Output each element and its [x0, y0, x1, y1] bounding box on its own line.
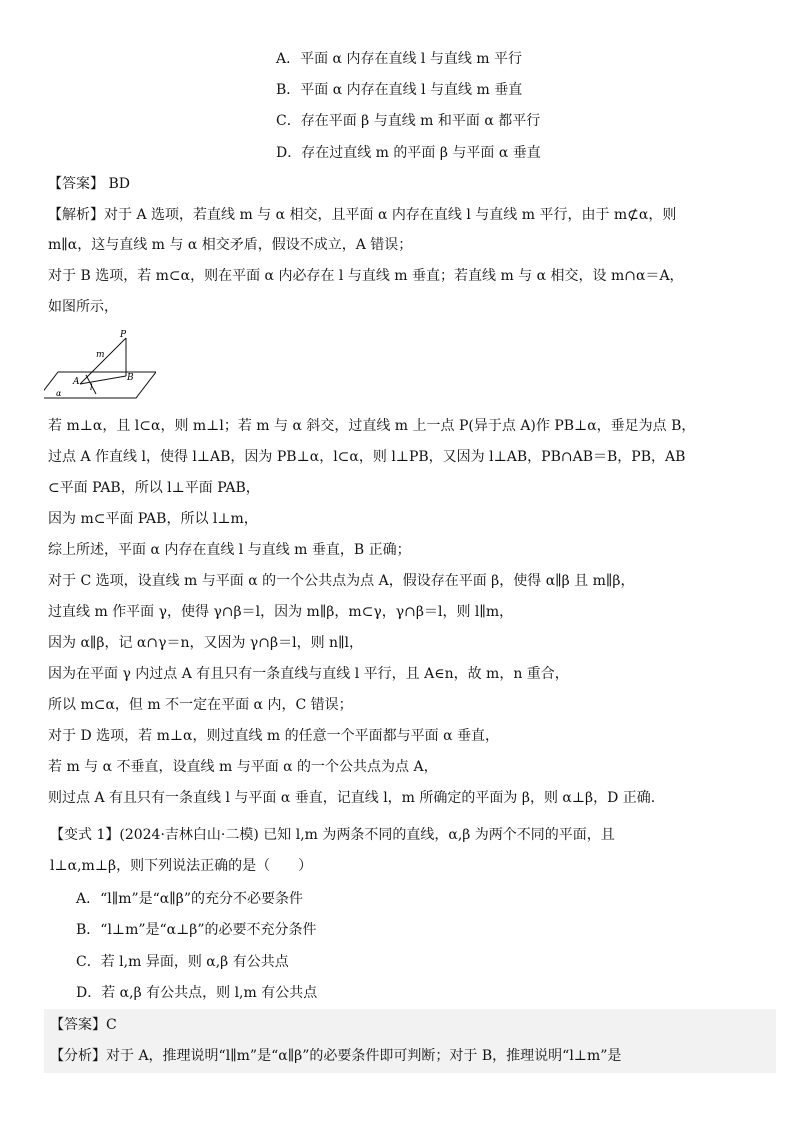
solution-line: 如图所示， [48, 299, 118, 315]
solution-line: ⊂平面 PAB，所以 l⊥平面 PAB， [48, 480, 260, 496]
label-alpha: α [56, 389, 62, 398]
option-c: C．存在平面 β 与直线 m 和平面 α 都平行 [276, 113, 541, 129]
answer-label: 【答案】C [50, 1017, 117, 1033]
label-l: l [90, 383, 93, 392]
label-m: m [96, 350, 105, 360]
solution-line: 对于 D 选项，若 m⊥α，则过直线 m 的任意一个平面都与平面 α 垂直， [48, 728, 499, 744]
solution-line: 对于 B 选项，若 m⊂α，则在平面 α 内必存在 l 与直线 m 垂直；若直线 m 与 α 相交，设 m∩α＝A， [48, 268, 684, 284]
solution-line: 对于 C 选项，设直线 m 与平面 α 的一个公共点为点 A，假设存在平面 β，使得 α∥β 且 m∥β， [48, 573, 635, 589]
solution-line: 【解析】对于 A 选项，若直线 m 与 α 相交，且平面 α 内存在直线 l 与直线 m 平行，由于 m⊄α，则 [48, 207, 677, 223]
option-b: B．平面 α 内存在直线 l 与直线 m 垂直 [276, 82, 523, 98]
analysis-line: 【分析】对于 A，推理说明“l∥m”是“α∥β”的必要条件即可判断；对于 B，推理说明“l⊥m”是 [50, 1048, 622, 1064]
solution-line: 则过点 A 有且只有一条直线 l 与平面 α 垂直，记直线 l，m 所确定的平面为 β，则 α⊥β，D 正确. [48, 790, 656, 806]
variant-question-line: l⊥α,m⊥β，则下列说法正确的是（ ） [50, 858, 313, 874]
answer-label: 【答案】 BD [48, 176, 130, 192]
solution-line: 因为 α∥β，记 α∩γ＝n，又因为 γ∩β＝l，则 n∥l， [48, 635, 364, 651]
solution-line: 所以 m⊂α，但 m 不一定在平面 α 内，C 错误； [48, 697, 353, 713]
solution-line: 因为 m⊂平面 PAB，所以 l⊥m， [48, 511, 258, 527]
variant-option-b: B．“l⊥m”是“α⊥β”的必要不充分条件 [76, 922, 317, 938]
label-a: A [73, 377, 80, 387]
geometry-figure [44, 328, 156, 402]
variant-question-line: 【变式 1】(2024·吉林白山·二模) 已知 l,m 为两条不同的直线，α,β 为两个不同的平面，且 [50, 827, 615, 843]
variant-option-d: D．若 α,β 有公共点，则 l,m 有公共点 [76, 985, 318, 1001]
label-p: P [120, 330, 127, 340]
variant-option-c: C．若 l,m 异面，则 α,β 有公共点 [76, 954, 289, 970]
solution-line: 若 m 与 α 不垂直，设直线 m 与平面 α 的一个公共点为点 A， [48, 759, 438, 775]
label-b: B [127, 373, 134, 383]
solution-line: m∥α，这与直线 m 与 α 相交矛盾，假设不成立，A 错误； [48, 237, 413, 253]
variant-option-a: A．“l∥m”是“α∥β”的充分不必要条件 [76, 891, 303, 907]
option-d: D．存在过直线 m 的平面 β 与平面 α 垂直 [276, 145, 541, 161]
option-a: A．平面 α 内存在直线 l 与直线 m 平行 [276, 51, 523, 67]
solution-line: 若 m⊥α，且 l⊂α，则 m⊥l；若 m 与 α 斜交，过直线 m 上一点 P(异于点 A)作 PB⊥α，垂足为点 B， [48, 418, 696, 434]
solution-line: 综上所述，平面 α 内存在直线 l 与直线 m 垂直，B 正确； [48, 542, 411, 558]
solution-line: 过直线 m 作平面 γ，使得 γ∩β＝l，因为 m∥β，m⊂γ，γ∩β＝l，则 l∥m， [48, 604, 514, 620]
solution-line: 因为在平面 γ 内过点 A 有且只有一条直线与直线 l 平行，且 A∈n，故 m，n 重合， [48, 666, 569, 682]
solution-line: 过点 A 作直线 l，使得 l⊥AB，因为 PB⊥α，l⊂α，则 l⊥PB，又因为 l⊥AB，PB∩AB＝B，PB，AB [48, 449, 686, 465]
